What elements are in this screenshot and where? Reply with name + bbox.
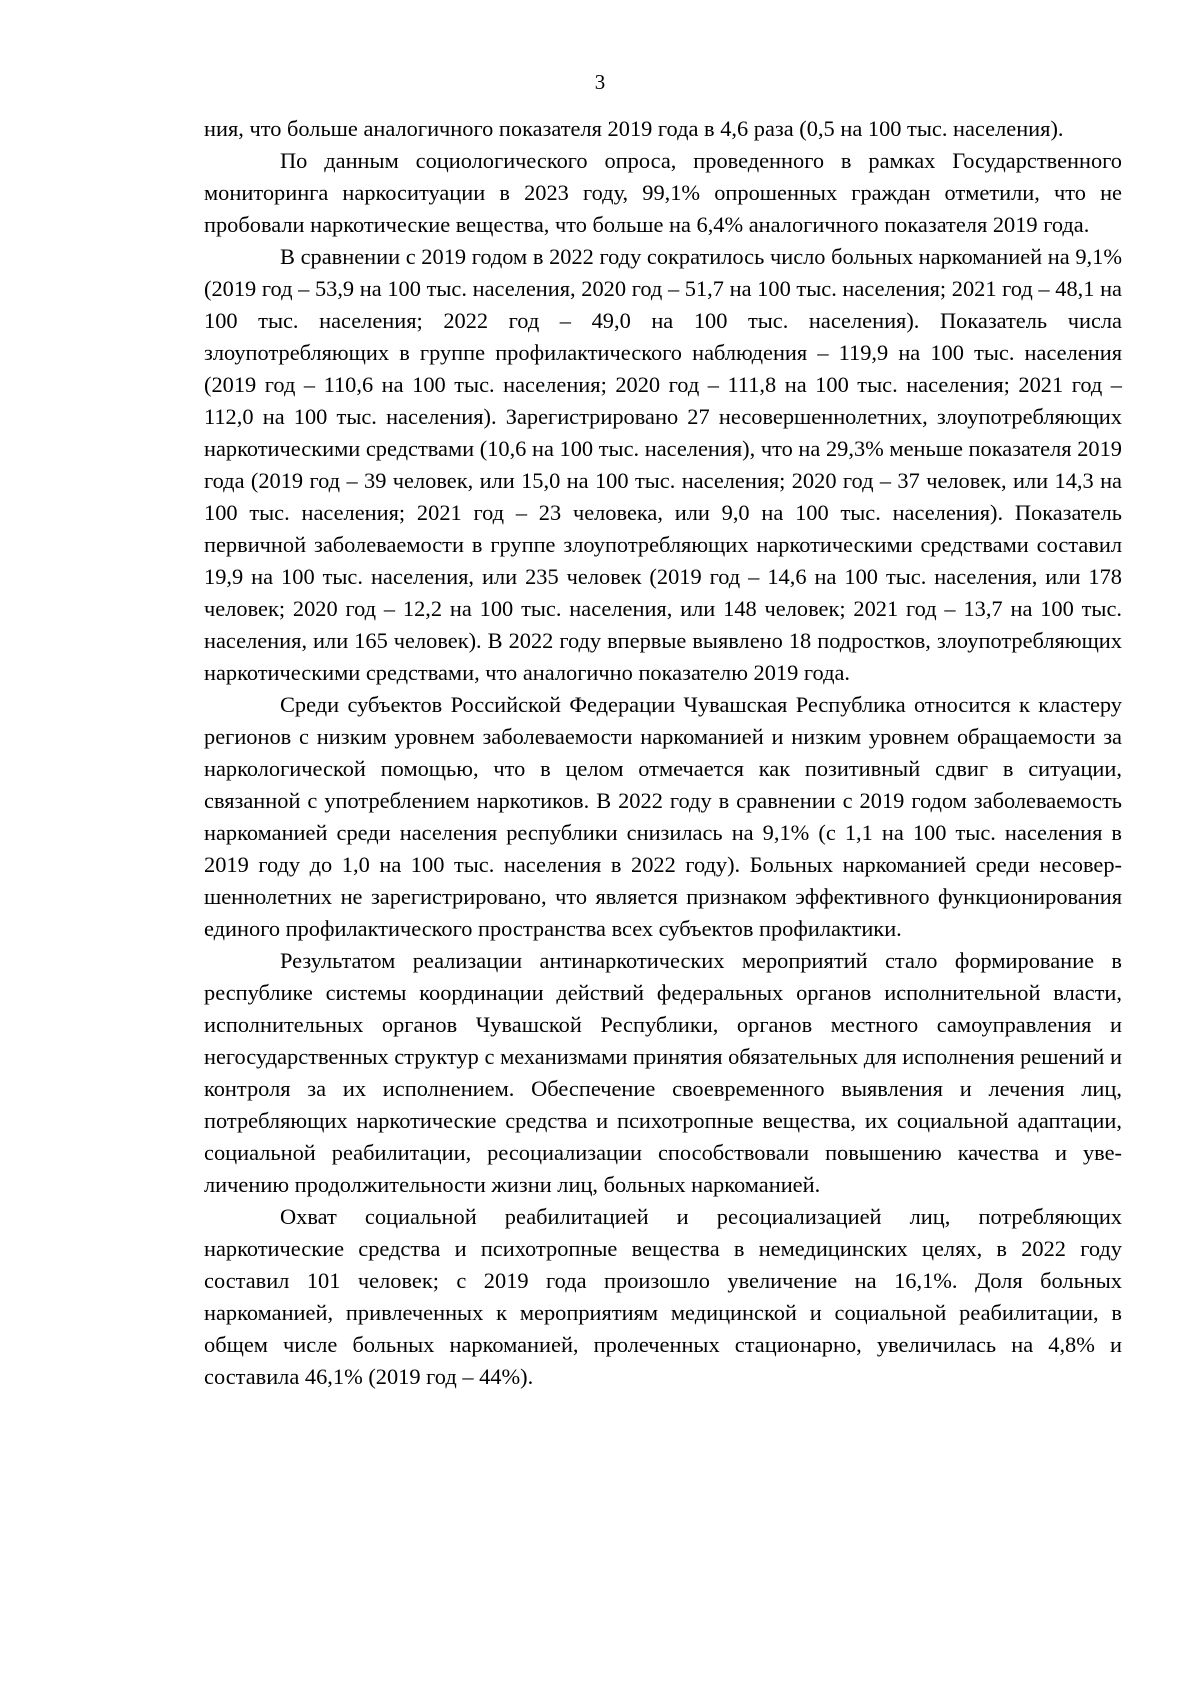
paragraph-drug-addiction-statistics: В сравнении с 2019 годом в 2022 году сократилось число больных наркоманией на 9,1% (2019 год – 53,9 на 100 тыс. населения, 2020 год – 51,7 на 100 тыс. населения; 2021 год – 48,1 на 100 тыс. населения; 2022 год – 49,0 на 100 тыс. населения). Показатель числа злоупотребляющих в группе профилактического наблюдения – 119,9 на 100 тыс. населения (2019 год – 110,6 на 100 тыс. населения; 2020 год – 111,8 на 100 тыс. населения; 2021 год – 112,0 на 100 тыс. населения). Зарегистрировано 27 несовершеннолетних, злоупотребляющих наркотическими средствами (10,6 на 100 тыс. населения), что на 29,3% меньше показателя 2019 года (2019 год – 39 человек, или 15,0 на 100 тыс. населения; 2020 год – 37 человек, или 14,3 на 100 тыс. населения; 2021 год – 23 человека, или 9,0 на 100 тыс. населения). Показатель первичной заболеваемости в группе злоупотребляющих наркотическими средствами составил 19,9 на 100 тыс. населения, или 235 человек (2019 год – 14,6 на 100 тыс. населения, или 178 человек; 2020 год – 12,2 на 100 тыс. населения, или 148 человек; 2021 год – 13,7 на 100 тыс. населения, или 165 человек). В 2022 году впервые выявлено 18 подростков, злоупотребляющих наркотическими средствами, что аналогично показателю 2019 года. bbox=[204, 244, 1122, 685]
page-number: 3 bbox=[594, 70, 606, 94]
paragraph-antinarcotic-results: Результатом реализации антинаркотических мероприятий стало формирование в республике системы координации действий федеральных органов исполнительной власти, исполнительных органов Чувашской Республики, органов местного самоуправления и негосударственных структур с механизмами принятия обязательных для исполнения решений и контроля за их исполнением. Обеспечение своевременного выявления и лечения лиц, потребляющих наркотические средства и психотропные вещества, их социальной адаптации, социальной реабилитации, ресоциализации способствовали повышению качества и увеличению продолжительности жизни лиц, больных наркоманией. bbox=[204, 948, 1122, 1197]
paragraph-regional-cluster: Среди субъектов Российской Федерации Чувашская Республика относится к кластеру регионов с низким уровнем заболеваемости наркоманией и низким уровнем обращаемости за наркологической помощью, что в целом отмечается как позитивный сдвиг в ситуации, связанной с употреблением наркотиков. В 2022 году в сравнении с 2019 годом заболеваемость наркоманией среди населения республики снизилась на 9,1% (с 1,1 на 100 тыс. населения в 2019 году до 1,0 на 100 тыс. населения в 2022 году). Больных наркоманией среди несовершеннолетних не зарегистрировано, что является признаком эффективного функционирования единого профилактического пространства всех субъектов профилактики. bbox=[204, 692, 1122, 941]
paragraph-rehabilitation-coverage: Охват социальной реабилитацией и ресоциализацией лиц, потребляющих наркотические средства и психотропные вещества в немедицинских целях, в 2022 году составил 101 человек; с 2019 года произошло увеличение на 16,1%. Доля больных наркоманией, привлеченных к мероприятиям медицинской и социальной реабилитации, в общем числе больных наркоманией, пролеченных стационарно, увеличилась на 4,8% и составила 46,1% (2019 год – 44%). bbox=[204, 1204, 1122, 1389]
document-body bbox=[204, 113, 1122, 1393]
paragraph-survey: По данным социологического опроса, проведенного в рамках Государственного мониторинга наркоситуации в 2023 году, 99,1% опрошенных граждан отметили, что не пробовали наркотические вещества, что больше на 6,4% аналогичного показателя 2019 года. bbox=[204, 148, 1122, 237]
paragraph-continuation: ния, что больше аналогичного показателя 2019 года в 4,6 раза (0,5 на 100 тыс. населения). bbox=[204, 116, 1064, 141]
